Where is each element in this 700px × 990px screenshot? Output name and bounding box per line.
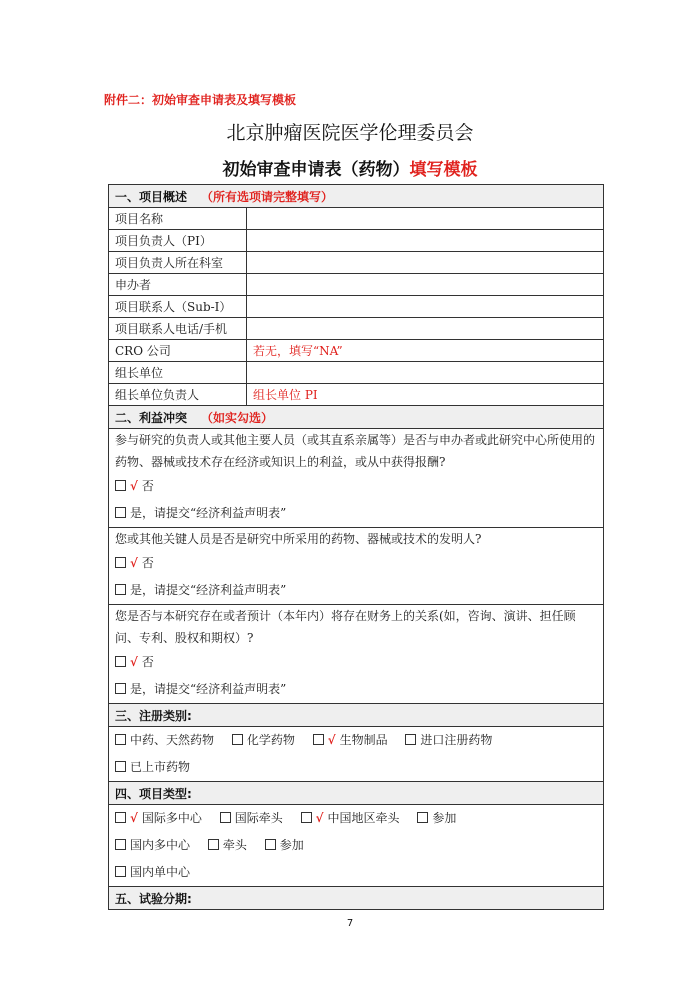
option-biologic[interactable]: [313, 733, 388, 747]
option-label: 是，请提交“经济利益声明表”: [130, 583, 287, 597]
question-text: 参与研究的负责人或其他主要人员（或其直系亲属等）是否与申办者或此研究中心所使用的药物、器械或技术存在经济或知识上的利益，或从中获得报酬?: [115, 433, 596, 469]
checkbox-icon[interactable]: [115, 507, 126, 518]
checkbox-icon[interactable]: [232, 734, 243, 745]
option-label: 国际多中心: [141, 811, 202, 825]
field-label: 项目名称: [109, 208, 247, 230]
option-intl-lead[interactable]: [220, 811, 283, 825]
conflict-question-2: [109, 528, 604, 605]
section-title: 五、试验分期:: [109, 887, 604, 910]
option-domestic-lead[interactable]: [208, 838, 247, 852]
option-label: 中国地区牵头: [327, 811, 400, 825]
application-form: [108, 184, 604, 910]
checkbox-icon[interactable]: [115, 683, 126, 694]
option-label: 参加: [279, 838, 304, 852]
section-overview: [109, 185, 604, 208]
section-registration: [109, 704, 604, 727]
checkbox-icon[interactable]: [405, 734, 416, 745]
field-label: 项目联系人（Sub-I）: [109, 296, 247, 318]
field-value[interactable]: 若无，填写“NA”: [247, 340, 604, 362]
option-label: 国际牵头: [234, 811, 283, 825]
field-label: CRO 公司: [109, 340, 247, 362]
field-lead-unit: [109, 362, 604, 384]
option-label: 进口注册药物: [420, 733, 493, 747]
field-value[interactable]: [247, 362, 604, 384]
option-label: 国内单中心: [130, 865, 191, 879]
option-chemical[interactable]: [232, 733, 295, 747]
checkbox-icon[interactable]: [115, 734, 126, 745]
option-label: 否: [141, 479, 154, 493]
field-sponsor: [109, 274, 604, 296]
project-type-options: [109, 805, 604, 887]
conflict-question-3: [109, 605, 604, 704]
option-yes[interactable]: [115, 676, 597, 703]
checkmark-icon: √: [130, 479, 138, 493]
field-value[interactable]: [247, 230, 604, 252]
field-pi: [109, 230, 604, 252]
field-value[interactable]: [247, 208, 604, 230]
field-label: 项目负责人（PI）: [109, 230, 247, 252]
option-tcm[interactable]: [115, 733, 214, 747]
checkbox-icon[interactable]: [417, 812, 428, 823]
question-text: 您或其他关键人员是否是研究中所采用的药物、器械或技术的发明人?: [115, 532, 482, 546]
option-no[interactable]: [115, 473, 597, 500]
option-label: 生物制品: [339, 733, 388, 747]
checkbox-icon[interactable]: [220, 812, 231, 823]
option-domestic-participate[interactable]: [265, 838, 304, 852]
field-contact-phone: [109, 318, 604, 340]
option-import[interactable]: [405, 733, 492, 747]
option-label: 牵头: [222, 838, 247, 852]
checkbox-icon[interactable]: [115, 761, 126, 772]
option-label: 否: [141, 655, 154, 669]
field-lead-unit-pi: [109, 384, 604, 406]
field-cro: [109, 340, 604, 362]
checkbox-icon[interactable]: [115, 839, 126, 850]
checkmark-icon: √: [130, 556, 138, 570]
field-project-name: [109, 208, 604, 230]
option-label: 否: [141, 556, 154, 570]
field-pi-department: [109, 252, 604, 274]
section-phase: [109, 887, 604, 910]
section-conflict: [109, 406, 604, 429]
field-value[interactable]: [247, 274, 604, 296]
checkbox-icon[interactable]: [115, 557, 126, 568]
form-title: [0, 155, 700, 180]
attachment-label: 附件二：初始审查申请表及填写模板: [104, 93, 297, 107]
field-value[interactable]: [247, 252, 604, 274]
field-label: 组长单位负责人: [109, 384, 247, 406]
field-value[interactable]: [247, 318, 604, 340]
option-label: 已上市药物: [130, 760, 191, 774]
option-participate[interactable]: [417, 811, 456, 825]
field-label: 项目联系人电话/手机: [109, 318, 247, 340]
org-title: 北京肿瘤医院医学伦理委员会: [226, 122, 474, 144]
option-label: 参加: [432, 811, 457, 825]
option-label: 国内多中心: [130, 838, 191, 852]
section-title: 三、注册类别:: [109, 704, 604, 727]
registration-options: [109, 727, 604, 782]
option-label: 是，请提交“经济利益声明表”: [130, 506, 287, 520]
option-intl-multicenter[interactable]: [115, 811, 202, 825]
section-note: （所有选项请完整填写）: [201, 189, 334, 204]
page-number: 7: [346, 918, 354, 929]
option-label: 中药、天然药物: [130, 733, 215, 747]
checkbox-icon[interactable]: [115, 584, 126, 595]
option-china-lead[interactable]: [301, 811, 400, 825]
checkbox-icon[interactable]: [301, 812, 312, 823]
checkbox-icon[interactable]: [313, 734, 324, 745]
checkbox-icon[interactable]: [208, 839, 219, 850]
option-domestic-multicenter[interactable]: [115, 838, 190, 852]
section-title: 四、项目类型:: [109, 782, 604, 805]
section-project-type: [109, 782, 604, 805]
section-title: 二、利益冲突: [115, 410, 188, 425]
field-label: 项目负责人所在科室: [109, 252, 247, 274]
option-yes[interactable]: [115, 577, 597, 604]
option-no[interactable]: [115, 550, 597, 577]
checkmark-icon: √: [315, 811, 324, 825]
checkmark-icon: √: [327, 733, 336, 747]
checkbox-icon[interactable]: [115, 656, 126, 667]
checkbox-icon[interactable]: [115, 812, 126, 823]
option-label: 化学药物: [246, 733, 295, 747]
form-title-main: 初始审查申请表（药物）: [222, 160, 410, 180]
checkbox-icon[interactable]: [115, 480, 126, 491]
option-no[interactable]: [115, 649, 597, 676]
question-text: 您是否与本研究存在或者预计（本年内）将存在财务上的关系(如，咨询、演讲、担任顾问、专利、股权和期权）?: [115, 609, 576, 645]
field-value[interactable]: [247, 296, 604, 318]
section-note: （如实勾选）: [201, 410, 274, 425]
field-value[interactable]: 组长单位 PI: [247, 384, 604, 406]
checkmark-icon: √: [130, 811, 138, 825]
option-marketed[interactable]: [115, 760, 190, 774]
field-contact: [109, 296, 604, 318]
option-label: 是，请提交“经济利益声明表”: [130, 682, 287, 696]
field-label: 组长单位: [109, 362, 247, 384]
checkbox-icon[interactable]: [115, 866, 126, 877]
checkbox-icon[interactable]: [265, 839, 276, 850]
field-label: 申办者: [109, 274, 247, 296]
option-yes[interactable]: [115, 500, 597, 527]
option-domestic-single[interactable]: [115, 865, 190, 879]
section-title: 一、项目概述: [115, 189, 188, 204]
checkmark-icon: √: [130, 655, 138, 669]
conflict-question-1: [109, 429, 604, 528]
form-title-suffix: 填写模板: [409, 160, 478, 180]
